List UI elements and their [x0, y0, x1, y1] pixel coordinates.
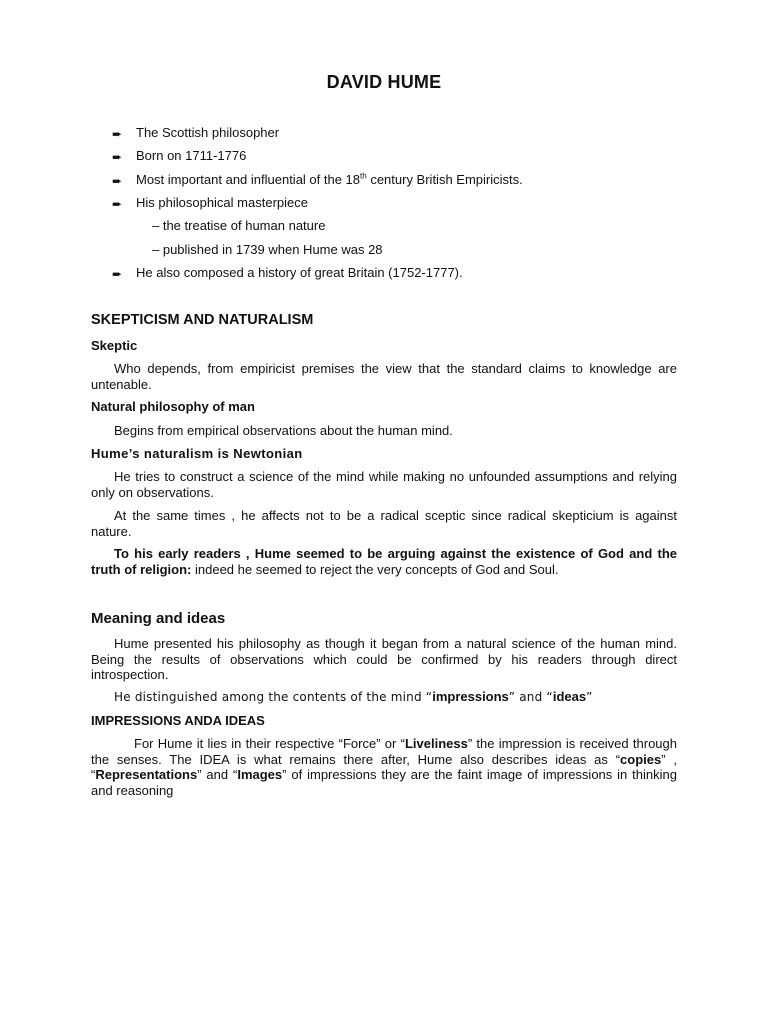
paragraph-meaning: Hume presented his philosophy as though it began from a natural science of the human mind. Being the results of observations which could be confirmed by his readers through direct introspection.: [91, 636, 677, 682]
subheading-natural-philosophy: Natural philosophy of man: [91, 399, 255, 414]
list-item: ➨ Born on 1711-1776: [112, 148, 247, 165]
paragraph-early-readers: To his early readers , Hume seemed to be arguing against the existence of God and the truth of religion: indeed he seemed to reject the very concepts of God and Soul.: [91, 546, 677, 577]
page-title: DAVID HUME: [326, 72, 442, 92]
paragraph-distinguish: He distinguished among the contents of the mind “impressions” and “ideas”: [114, 689, 593, 704]
sub-item: – published in 1739 when Hume was 28: [152, 241, 383, 257]
sub-item: – the treatise of human nature: [152, 218, 326, 234]
arrow-bullet-icon: ➨: [112, 173, 123, 188]
list-item-sub: [112, 217, 712, 264]
paragraph-newtonian-1: He tries to construct a science of the mind while making no unfounded assumptions and relying only on observations.: [91, 469, 677, 500]
subheading-skeptic: Skeptic: [91, 338, 138, 353]
paragraph-skeptic: Who depends, from empiricist premises the view that the standard claims to knowledge are untenable.: [91, 361, 677, 392]
paragraph-newtonian-2: At the same times , he affects not to be a radical sceptic since radical skepticium is against nature.: [91, 508, 677, 539]
arrow-bullet-icon: ➨: [112, 196, 123, 211]
paragraph-impressions: For Hume it lies in their respective “Force” or “Liveliness” the impression is received through the senses. The IDEA is what remains there after, Hume also describes ideas as “copies” , “Representations” and “Images” of impressions they are the faint image of impressions in thinking and reasoning: [91, 736, 677, 798]
arrow-bullet-icon: ➨: [112, 127, 123, 141]
paragraph-natural-philosophy: Begins from empirical observations about the human mind.: [114, 423, 453, 438]
subheading-impressions-ideas: IMPRESSIONS ANDA IDEAS: [91, 713, 265, 728]
arrow-bullet-icon: ➨: [112, 267, 123, 282]
list-item: ➨ The Scottish philosopher: [112, 125, 280, 141]
section-heading-meaning: Meaning and ideas: [91, 610, 226, 627]
list-item: ➨ Most important and influential of the 18th century British Empiricists.: [112, 171, 523, 188]
subheading-newtonian: Hume’s naturalism is Newtonian: [91, 446, 303, 461]
bullet-list: [112, 124, 712, 287]
arrow-bullet-icon: ➨: [112, 150, 123, 165]
list-item: ➨ He also composed a history of great Britain (1752-1777).: [112, 265, 463, 282]
list-item: ➨ His philosophical masterpiece: [112, 194, 308, 211]
section-heading-skepticism: SKEPTICISM AND NATURALISM: [91, 312, 314, 328]
